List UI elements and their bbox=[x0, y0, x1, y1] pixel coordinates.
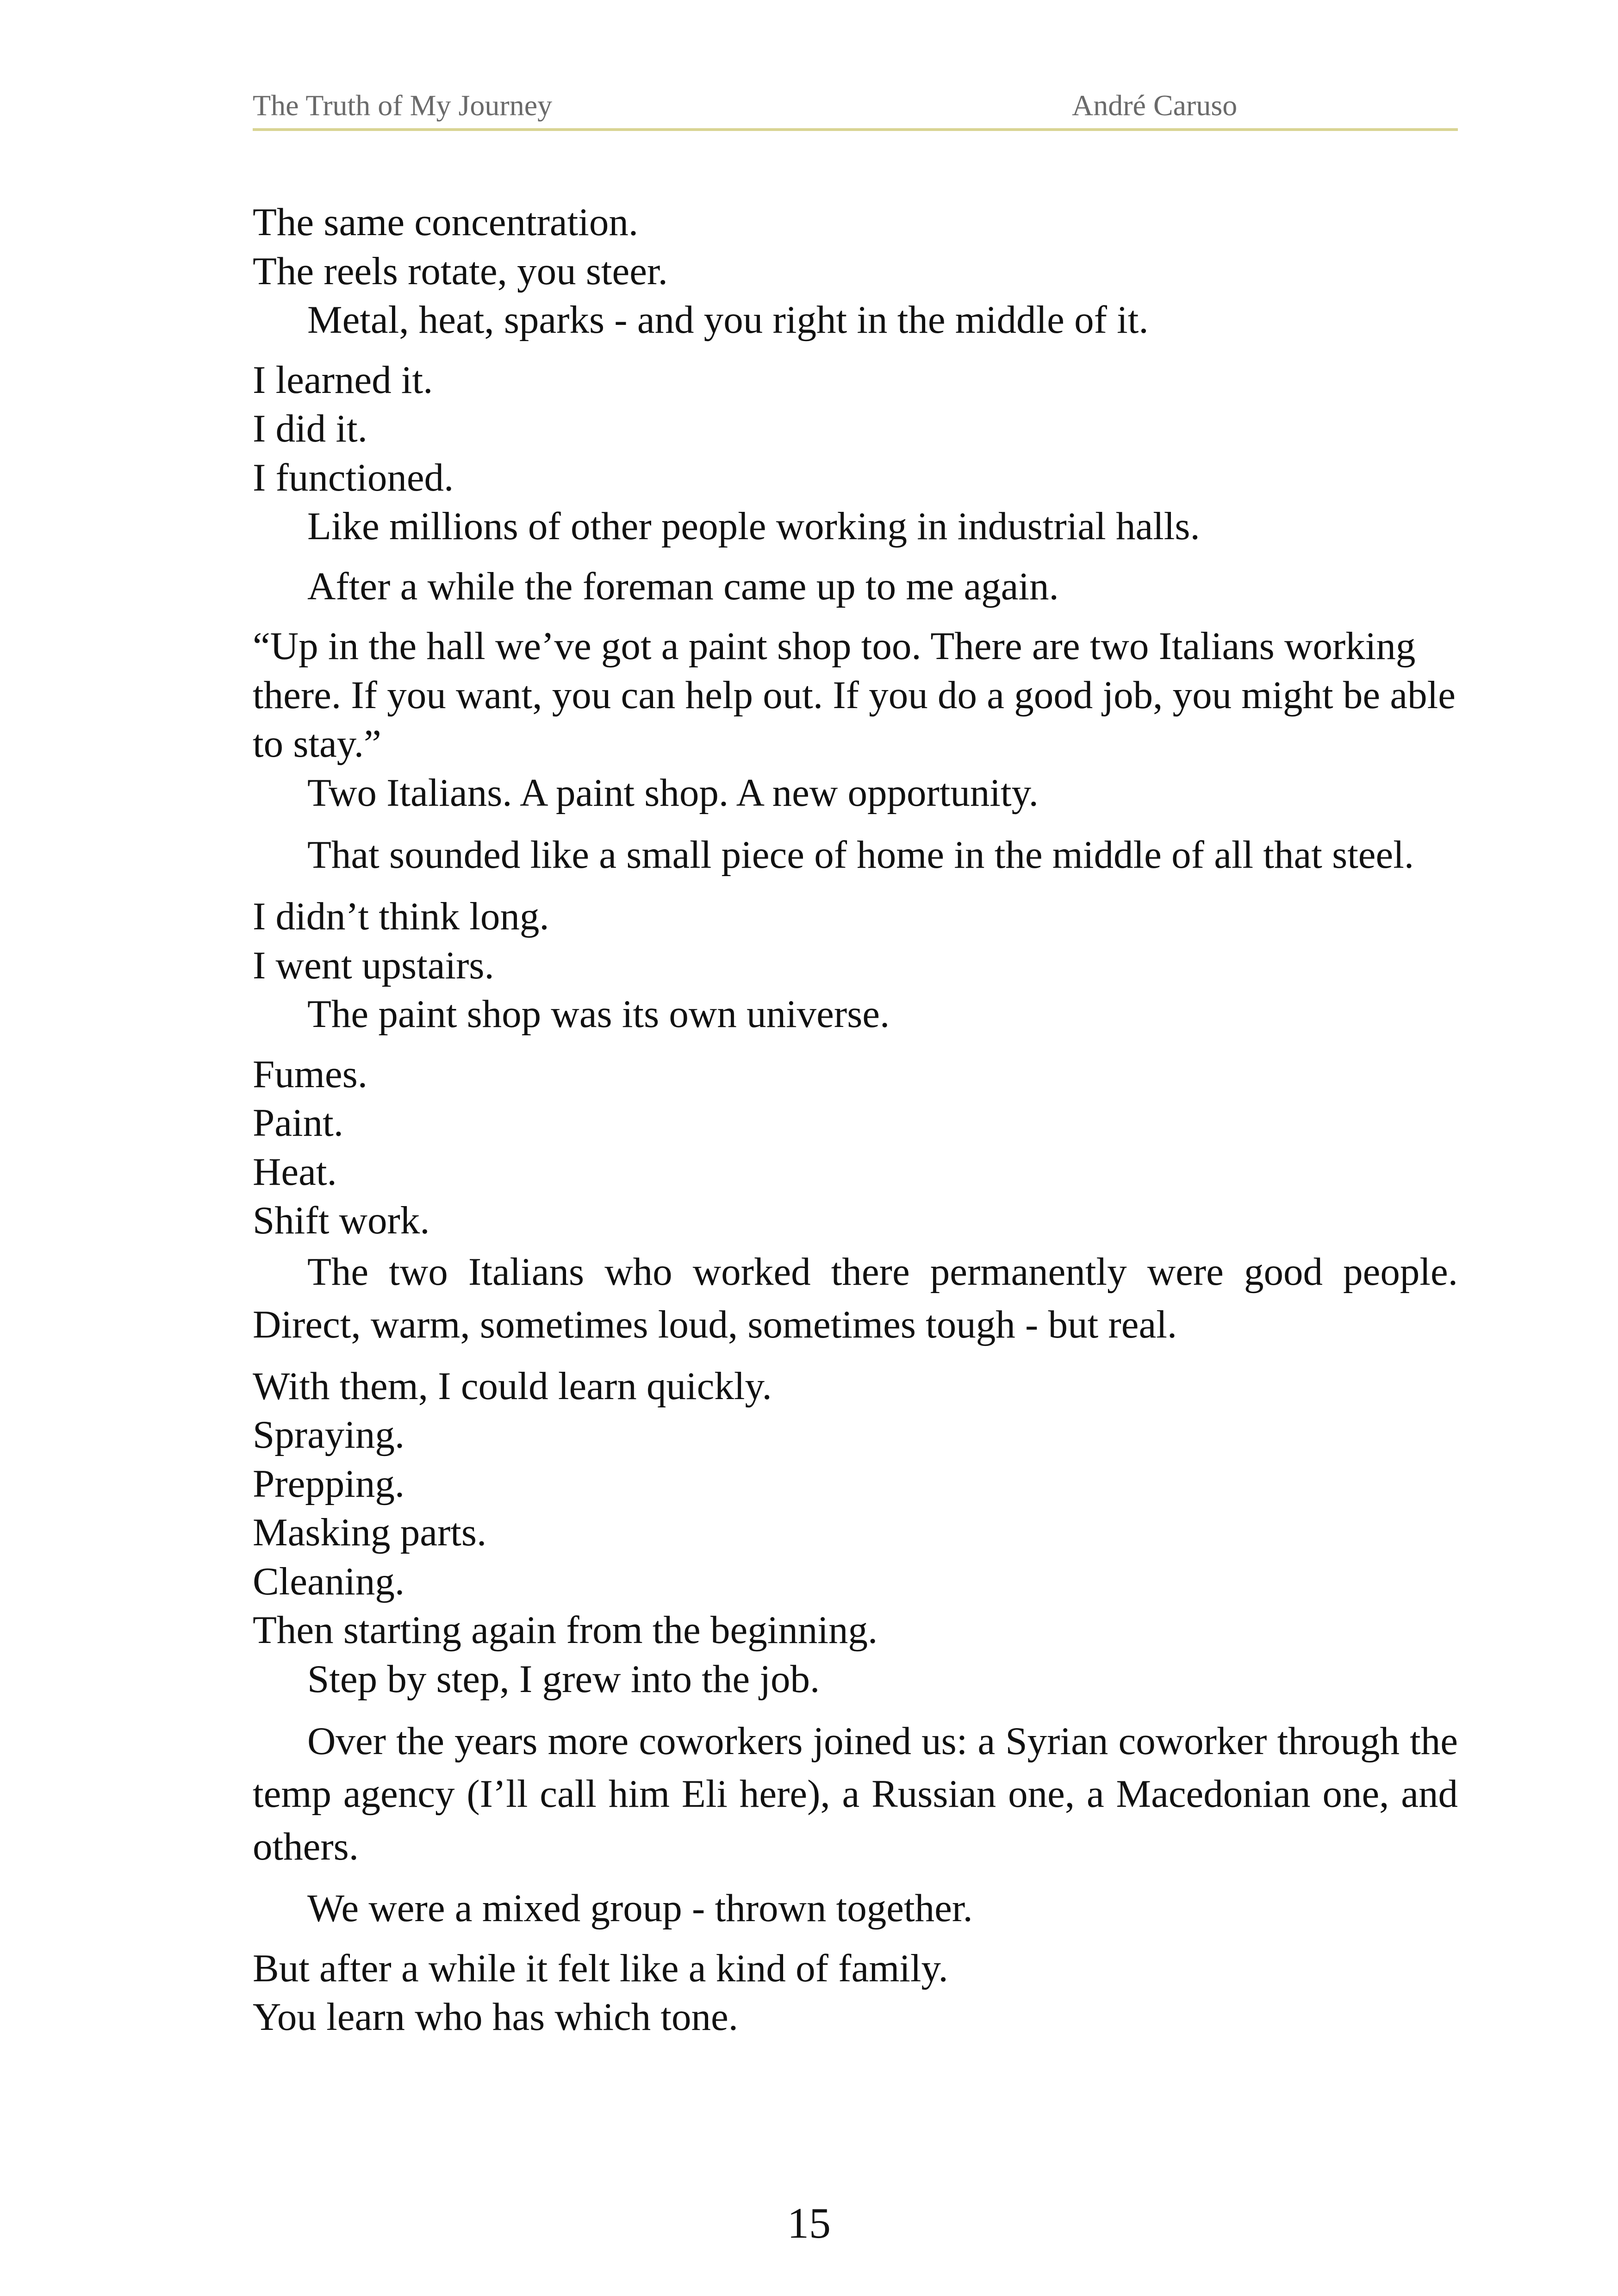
paragraph: Masking parts. bbox=[253, 1511, 487, 1554]
paragraph: Paint. bbox=[253, 1101, 343, 1145]
paragraph: “Up in the hall we’ve got a paint shop too. There are two Italians working there. If you want, you can help out. If you do a good job, you might be able to stay.” bbox=[253, 624, 1456, 765]
paragraph: Spraying. bbox=[253, 1413, 405, 1456]
paragraph: Then starting again from the beginning. bbox=[253, 1608, 878, 1652]
paragraph: The two Italians who worked there permanently were good people. Direct, warm, sometimes loud, sometimes tough - but real. bbox=[253, 1250, 1458, 1346]
paragraph: But after a while it felt like a kind of family. bbox=[253, 1946, 948, 1990]
paragraph: The same concentration. bbox=[253, 200, 639, 244]
paragraph: I went upstairs. bbox=[253, 943, 494, 987]
paragraph: With them, I could learn quickly. bbox=[253, 1364, 772, 1408]
paragraph: The reels rotate, you steer. bbox=[253, 249, 668, 293]
paragraph: We were a mixed group - thrown together. bbox=[307, 1886, 973, 1930]
paragraph: Over the years more coworkers joined us: a Syrian coworker through the temp agency (I’ll call him Eli here), a Russian one, a Macedonian one, and others. bbox=[253, 1719, 1458, 1868]
paragraph: I did it. bbox=[253, 407, 367, 450]
paragraph: I learned it. bbox=[253, 358, 433, 402]
page-number: 15 bbox=[787, 2199, 831, 2247]
paragraph: The paint shop was its own universe. bbox=[307, 992, 890, 1036]
paragraph: I didn’t think long. bbox=[253, 895, 549, 938]
paragraph: Prepping. bbox=[253, 1462, 405, 1506]
body-text bbox=[253, 198, 1458, 2042]
paragraph: Step by step, I grew into the job. bbox=[307, 1657, 820, 1701]
paragraph: You learn who has which tone. bbox=[253, 1995, 739, 2039]
author-name: André Caruso bbox=[1072, 89, 1238, 122]
paragraph: I functioned. bbox=[253, 455, 454, 499]
paragraph: Shift work. bbox=[253, 1199, 430, 1242]
paragraph: Fumes. bbox=[253, 1052, 367, 1096]
paragraph: That sounded like a small piece of home in the middle of all that steel. bbox=[307, 833, 1414, 877]
running-header bbox=[253, 86, 1458, 131]
book-title: The Truth of My Journey bbox=[253, 89, 553, 122]
paragraph: Cleaning. bbox=[253, 1559, 405, 1603]
paragraph: Two Italians. A paint shop. A new opportunity. bbox=[307, 771, 1039, 815]
paragraph: Metal, heat, sparks - and you right in the middle of it. bbox=[307, 298, 1149, 342]
paragraph: Like millions of other people working in industrial halls. bbox=[307, 504, 1200, 548]
paragraph: Heat. bbox=[253, 1150, 337, 1194]
paragraph: After a while the foreman came up to me again. bbox=[307, 564, 1059, 608]
